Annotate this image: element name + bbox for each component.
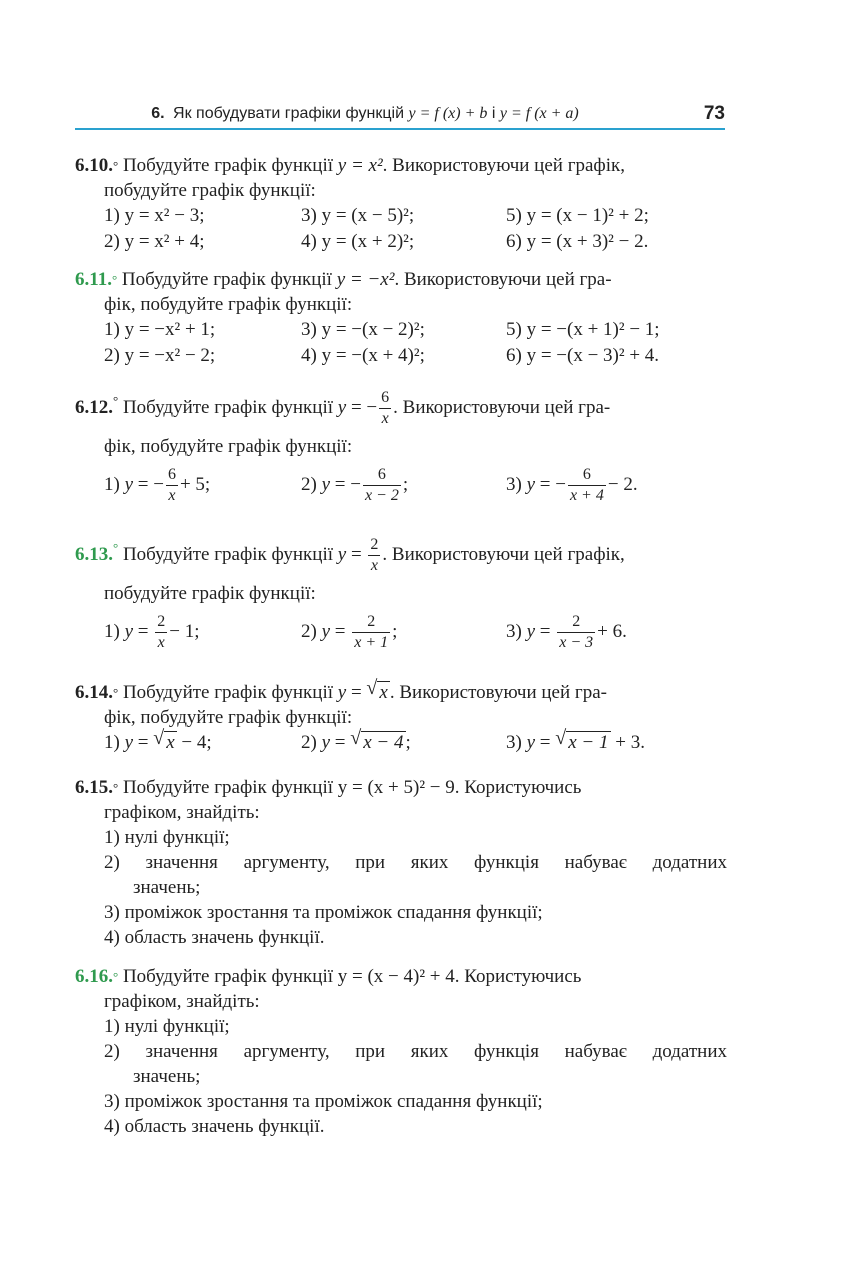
exercise-6-11 xyxy=(75,267,727,369)
header-formula-1: y = f (x) + b xyxy=(408,105,488,122)
page-number: 73 xyxy=(703,103,725,124)
function-formula: y xyxy=(337,543,347,565)
exercise-6-14 xyxy=(75,677,727,756)
list-item: 3) проміжок зростання та проміжок спадання функції; xyxy=(104,902,543,923)
exercise-line xyxy=(75,153,727,178)
list-item: 5) y = (x − 1)² + 2; xyxy=(506,205,649,226)
exercise-6-13 xyxy=(75,535,727,660)
exercise-label: 6.16.° xyxy=(75,966,119,987)
list-item: 3) y = (x − 5)²; xyxy=(301,205,415,226)
exercise-line: 6.12.° Побудуйте графік функції y = − $\frac{6}{x}$ . Використовуючи цей гра- xyxy=(75,389,611,427)
exercise-label: 6.10.° xyxy=(75,155,119,176)
exercise-text: . Використовуючи цей гра- xyxy=(389,682,607,703)
list-item: 1) y = $\frac{2}{x}$ − 1; xyxy=(104,613,200,651)
list-item: 4) y = −(x + 4)²; xyxy=(301,345,425,366)
list-item: 6) y = −(x − 3)² + 4. xyxy=(506,345,660,366)
items-row xyxy=(75,317,727,343)
exercise-line xyxy=(75,267,727,292)
exercise-text: графіком, знайдіть: xyxy=(104,991,260,1012)
list-item: 3) y = −(x − 2)²; xyxy=(301,319,425,340)
header-conjunction: і xyxy=(491,105,496,122)
header-formula-2: y = f (x + a) xyxy=(499,105,579,122)
exercise-text: . Використовуючи цей графік, xyxy=(382,543,625,565)
list-item: 1) y = √ x − 4; xyxy=(104,727,212,753)
square-root: √ x xyxy=(366,677,388,703)
list-item: 6) y = (x + 3)² − 2. xyxy=(506,231,649,252)
list-item: 5) y = −(x + 1)² − 1; xyxy=(506,319,660,340)
list-item: 4) область значень функції. xyxy=(104,927,325,948)
list-item: 1) нулі функції; xyxy=(104,827,230,848)
running-head xyxy=(75,103,725,129)
exercise-text: Побудуйте графік функції y = (x − 4)² + 4. Користуючись xyxy=(122,966,582,987)
list-item: 1) нулі функції; xyxy=(104,1016,230,1037)
chapter-title xyxy=(75,105,655,123)
exercise-line: 6.14.° Побудуйте графік функції y = √ x . Використовуючи цей гра- xyxy=(75,677,607,703)
list-item: 2) y = −x² − 2; xyxy=(104,345,216,366)
exercise-text: Побудуйте графік функції xyxy=(122,543,334,565)
exercise-6-12 xyxy=(75,388,727,513)
items-row xyxy=(75,612,727,660)
exercise-text: . Використовуючи цей гра- xyxy=(394,269,612,290)
chapter-title-text: Як побудувати графіки функцій xyxy=(173,105,405,122)
exercise-text: Побудуйте графік функції xyxy=(121,269,332,290)
exercise-text: . Використовуючи цей графік, xyxy=(382,155,625,176)
exercise-6-16 xyxy=(75,964,727,1139)
exercise-line xyxy=(75,775,727,800)
items-row xyxy=(75,727,727,756)
list-item: 2) y = $\frac{2}{x + 1}$ ; xyxy=(301,613,398,651)
exercise-text: Побудуйте графік функції y = (x + 5)² − 9. Користуючись xyxy=(122,777,582,798)
exercise-text: побудуйте графік функції: xyxy=(104,583,316,604)
exercise-text: . Використовуючи цей гра- xyxy=(393,396,611,418)
header-rule xyxy=(75,128,725,130)
exercise-text: побудуйте графік функції: xyxy=(104,180,316,201)
chapter-number: 6. xyxy=(151,105,165,122)
fraction: $\frac{6}{x}$ xyxy=(381,389,390,427)
list-item: 1) y = −x² + 1; xyxy=(104,319,216,340)
fraction: $\frac{2}{x}$ xyxy=(370,536,379,574)
exercise-text: Побудуйте графік функції xyxy=(122,155,334,176)
list-item: 4) область значень функції. xyxy=(104,1116,325,1137)
exercise-text: фік, побудуйте графік функції: xyxy=(104,707,353,728)
exercise-label: 6.14.° xyxy=(75,682,119,703)
items-row xyxy=(75,229,727,255)
exercise-6-15 xyxy=(75,775,727,950)
list-item: значень; xyxy=(133,1066,201,1087)
exercise-line: 6.13.° Побудуйте графік функції y = $\frac{2}{x}$ . Використовуючи цей графік, xyxy=(75,536,625,574)
list-item: 2) значення аргументу, при яких функція набуває додатних xyxy=(104,1041,727,1062)
items-row xyxy=(75,343,727,369)
list-item: 3) проміжок зростання та проміжок спадання функції; xyxy=(104,1091,543,1112)
list-item: значень; xyxy=(133,877,201,898)
exercise-text: графіком, знайдіть: xyxy=(104,802,260,823)
exercise-text: Побудуйте графік функції xyxy=(122,396,334,418)
list-item: 4) y = (x + 2)²; xyxy=(301,231,415,252)
exercise-line xyxy=(75,964,727,989)
items-row xyxy=(75,465,727,513)
exercise-label: 6.15.° xyxy=(75,777,119,798)
list-item: 2) y = x² + 4; xyxy=(104,231,205,252)
exercise-text: фік, побудуйте графік функції: xyxy=(104,294,353,315)
exercise-6-10 xyxy=(75,153,727,255)
items-row xyxy=(75,203,727,229)
list-item: 1) y = − $\frac{6}{x}$ + 5; xyxy=(104,466,211,504)
list-item: 2) значення аргументу, при яких функція набуває додатних xyxy=(104,852,727,873)
exercise-label: 6.12.° xyxy=(75,393,119,418)
function-formula: y xyxy=(337,396,347,418)
list-item: 3) y = $\frac{2}{x - 3}$ + 6. xyxy=(506,613,627,651)
list-item: 2) y = √ x − 4 ; xyxy=(301,727,411,753)
function-formula: y = −x² xyxy=(336,269,395,290)
list-item: 1) y = x² − 3; xyxy=(104,205,205,226)
list-item: 3) y = √ x − 1 + 3. xyxy=(506,727,645,753)
exercise-label: 6.11.° xyxy=(75,269,118,290)
exercise-text: Побудуйте графік функції xyxy=(122,682,334,703)
list-item: 2) y = − $\frac{6}{x - 2}$ ; xyxy=(301,466,409,504)
exercise-label: 6.13.° xyxy=(75,540,119,565)
list-item: 3) y = − $\frac{6}{x + 4}$ − 2. xyxy=(506,466,638,504)
function-formula: y = x² xyxy=(337,155,383,176)
exercise-text: фік, побудуйте графік функції: xyxy=(104,436,353,457)
